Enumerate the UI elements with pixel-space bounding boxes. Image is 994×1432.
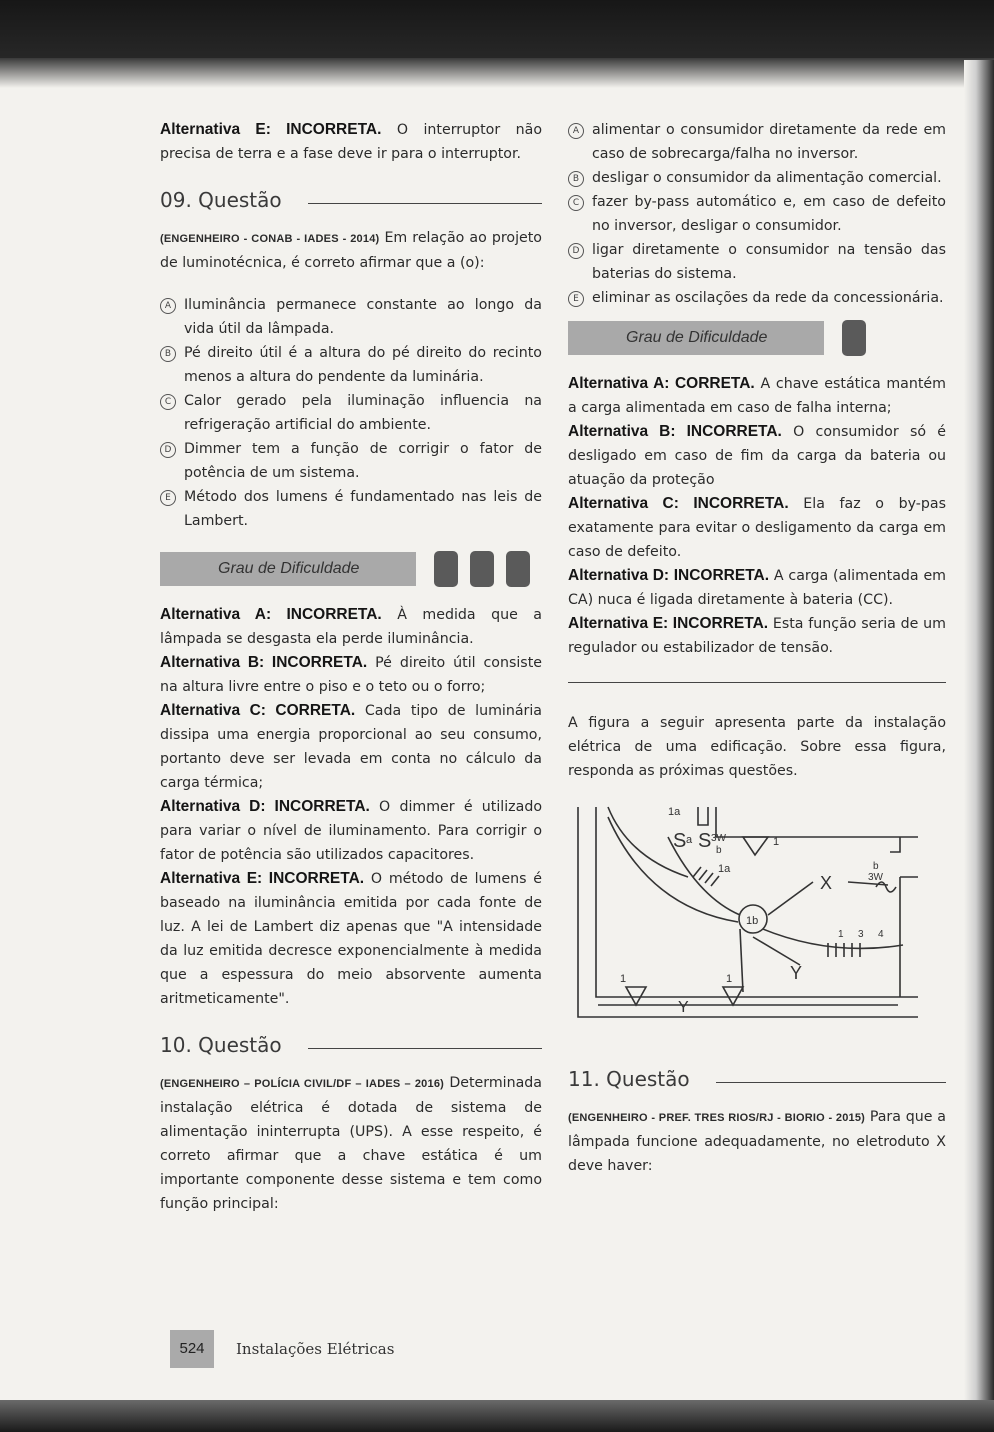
intro-answer: Alternativa E: INCORRETA. O interruptor não precisa de terra e a fase deve ir para o interruptor. [160, 121, 542, 162]
question-09-options [160, 293, 542, 533]
label-3w: 3W [711, 833, 726, 844]
label-1: 1 [773, 836, 780, 848]
option-b: B Pé direito útil é a altura do pé direito do recinto menos a altura do pendente da luminária. [160, 341, 542, 389]
difficulty-indicator [568, 320, 946, 356]
option-d: D ligar diretamente o consumidor na tensão das baterias do sistema. [568, 238, 946, 286]
section-divider [568, 682, 946, 683]
outlet-icon [626, 987, 646, 1005]
conduit-line [768, 882, 813, 915]
switch-symbol-icon [876, 882, 896, 892]
option-a: A alimentar o consumidor diretamente da rede em caso de sobrecarga/falha no inversor. [568, 118, 946, 166]
answer-a: Alternativa A: INCORRETA. À medida que a lâmpada se desgasta ela perde iluminância. [160, 606, 542, 647]
label-b: b [873, 861, 879, 872]
answer-c: Alternativa C: CORRETA. Cada tipo de luminária dissipa uma energia proporcional ao seu consumo, portanto deve ser levada em conta no cálculo da carga térmica; [160, 702, 542, 791]
difficulty-bar-icon [470, 551, 494, 587]
answer-c: Alternativa C: INCORRETA. Ela faz o by-pas exatamente para evitar o desligamento da carga em caso de defeito. [568, 495, 946, 560]
left-column [160, 118, 542, 1216]
option-d: D Dimmer tem a função de corrigir o fator de potência de um sistema. [160, 437, 542, 485]
option-circle-icon: B [568, 171, 584, 187]
label-1a: 1a [668, 806, 681, 818]
switch-icon: S [698, 830, 712, 852]
question-09-stem: (ENGENHEIRO - CONAB - IADES - 2014) Em relação ao projeto de luminotécnica, é correto afirmar que a (o): [160, 230, 542, 271]
label-1: 1 [620, 973, 627, 985]
option-circle-icon: B [160, 346, 176, 362]
option-a: A Iluminância permanece constante ao longo da vida útil da lâmpada. [160, 293, 542, 341]
question-10-options [568, 118, 946, 310]
answer-a: Alternativa A: CORRETA. A chave estática mantém a carga alimentada em caso de falha interna; [568, 375, 946, 416]
label-1b: 1b [746, 915, 759, 927]
answer-e: Alternativa E: INCORRETA. O método de lumens é baseado na iluminância emitida por cada fonte de luz. A lei de Lambert diz apenas que "A intensidade da luz emitida decresce exponencialmente à medida que a espessura do meio absorvente aumenta aritmeticamente". [160, 870, 542, 1007]
option-e: E eliminar as oscilações da rede da concessionária. [568, 286, 946, 310]
answer-d: Alternativa D: INCORRETA. A carga (alimentada em CA) nuca é ligada diretamente à bateria (CC). [568, 567, 947, 608]
question-09-answers [160, 603, 542, 1011]
label-b: b [716, 845, 722, 856]
electrical-plan-diagram [568, 797, 928, 1047]
option-b: B desligar o consumidor da alimentação comercial. [568, 166, 946, 190]
scan-top-shadow [0, 58, 994, 88]
wall-line [890, 837, 900, 852]
option-circle-icon: E [160, 490, 176, 506]
difficulty-bar-icon [506, 551, 530, 587]
label-3: 3 [858, 929, 864, 940]
option-c: C Calor gerado pela iluminação influencia na refrigeração artificial do ambiente. [160, 389, 542, 437]
wall-line [698, 807, 708, 825]
question-10-stem: (ENGENHEIRO – POLÍCIA CIVIL/DF – IADES – 2016) Determinada instalação elétrica é dotada de sistema de alimentação ininterrupta (UPS). A esse respeito, é correto afirmar que a chave estática é um importante componente desse sistema e tem como função principal: [160, 1075, 542, 1212]
difficulty-bar-icon [434, 551, 458, 587]
page-footer [170, 1330, 394, 1368]
scan-right-shadow [964, 60, 994, 1400]
chapter-title: Instalações Elétricas [236, 1340, 395, 1358]
conduit-y-label: Y [678, 999, 689, 1016]
option-circle-icon: A [568, 123, 584, 139]
option-circle-icon: C [568, 195, 584, 211]
wall-line [596, 807, 918, 997]
difficulty-label: Grau de Dificuldade [160, 552, 416, 586]
question-10-heading: 10. Questão [160, 1033, 542, 1057]
answer-e: Alternativa E: INCORRETA. Esta função seria de um regulador ou estabilizador de tensão. [568, 615, 946, 656]
label-1: 1 [838, 929, 844, 940]
wall-line [716, 807, 918, 837]
option-circle-icon: D [160, 442, 176, 458]
answer-b: Alternativa B: INCORRETA. Pé direito útil consiste na altura livre entre o piso e o teto ou o forro; [160, 654, 542, 695]
label-4: 4 [878, 929, 884, 940]
difficulty-label: Grau de Dificuldade [568, 321, 824, 355]
conduit-x-label: X [820, 873, 833, 893]
option-circle-icon: E [568, 291, 584, 307]
answer-d: Alternativa D: INCORRETA. O dimmer é utilizado para variar o nível de iluminamento. Para corrigir o fator de potência são utilizados capacitores. [160, 798, 543, 863]
option-circle-icon: A [160, 298, 176, 314]
option-e: E Método dos lumens é fundamentado nas leis de Lambert. [160, 485, 542, 533]
conduit-hatch [828, 943, 860, 957]
question-10-answers [568, 372, 946, 660]
difficulty-bar-icon [842, 320, 866, 356]
label-1: 1 [726, 973, 733, 985]
option-c: C fazer by-pass automático e, em caso de defeito no inversor, desligar o consumidor. [568, 190, 946, 238]
question-11-heading: 11. Questão [568, 1067, 946, 1091]
scan-bottom-border [0, 1400, 994, 1432]
figure-intro: A figura a seguir apresenta parte da instalação elétrica de uma edificação. Sobre essa figura, responda as próximas questões. [568, 715, 946, 779]
label-a: a [686, 834, 693, 846]
option-circle-icon: C [160, 394, 176, 410]
difficulty-indicator [160, 551, 542, 587]
option-circle-icon: D [568, 243, 584, 259]
light-fixture-icon [743, 837, 768, 855]
outlet-icon [723, 987, 743, 1005]
question-09-heading: 09. Questão [160, 188, 542, 212]
conduit-line [740, 929, 743, 992]
question-11-stem: (ENGENHEIRO - PREF. TRES RIOS/RJ - BIORIO - 2015) Para que a lâmpada funcione adequadamente, no eletroduto X deve haver: [568, 1109, 946, 1174]
right-column [568, 118, 946, 1178]
conduit-line [753, 937, 800, 965]
label-3w: 3W [868, 872, 883, 883]
page-number: 524 [170, 1330, 214, 1368]
label-1a: 1a [718, 863, 731, 875]
switch-icon: S [673, 830, 687, 852]
conduit-y-label: Y [790, 963, 803, 983]
answer-b: Alternativa B: INCORRETA. O consumidor só é desligado em caso de fim da carga da bateria ou atuação da proteção [568, 423, 946, 488]
conduit-hatch [693, 867, 719, 886]
